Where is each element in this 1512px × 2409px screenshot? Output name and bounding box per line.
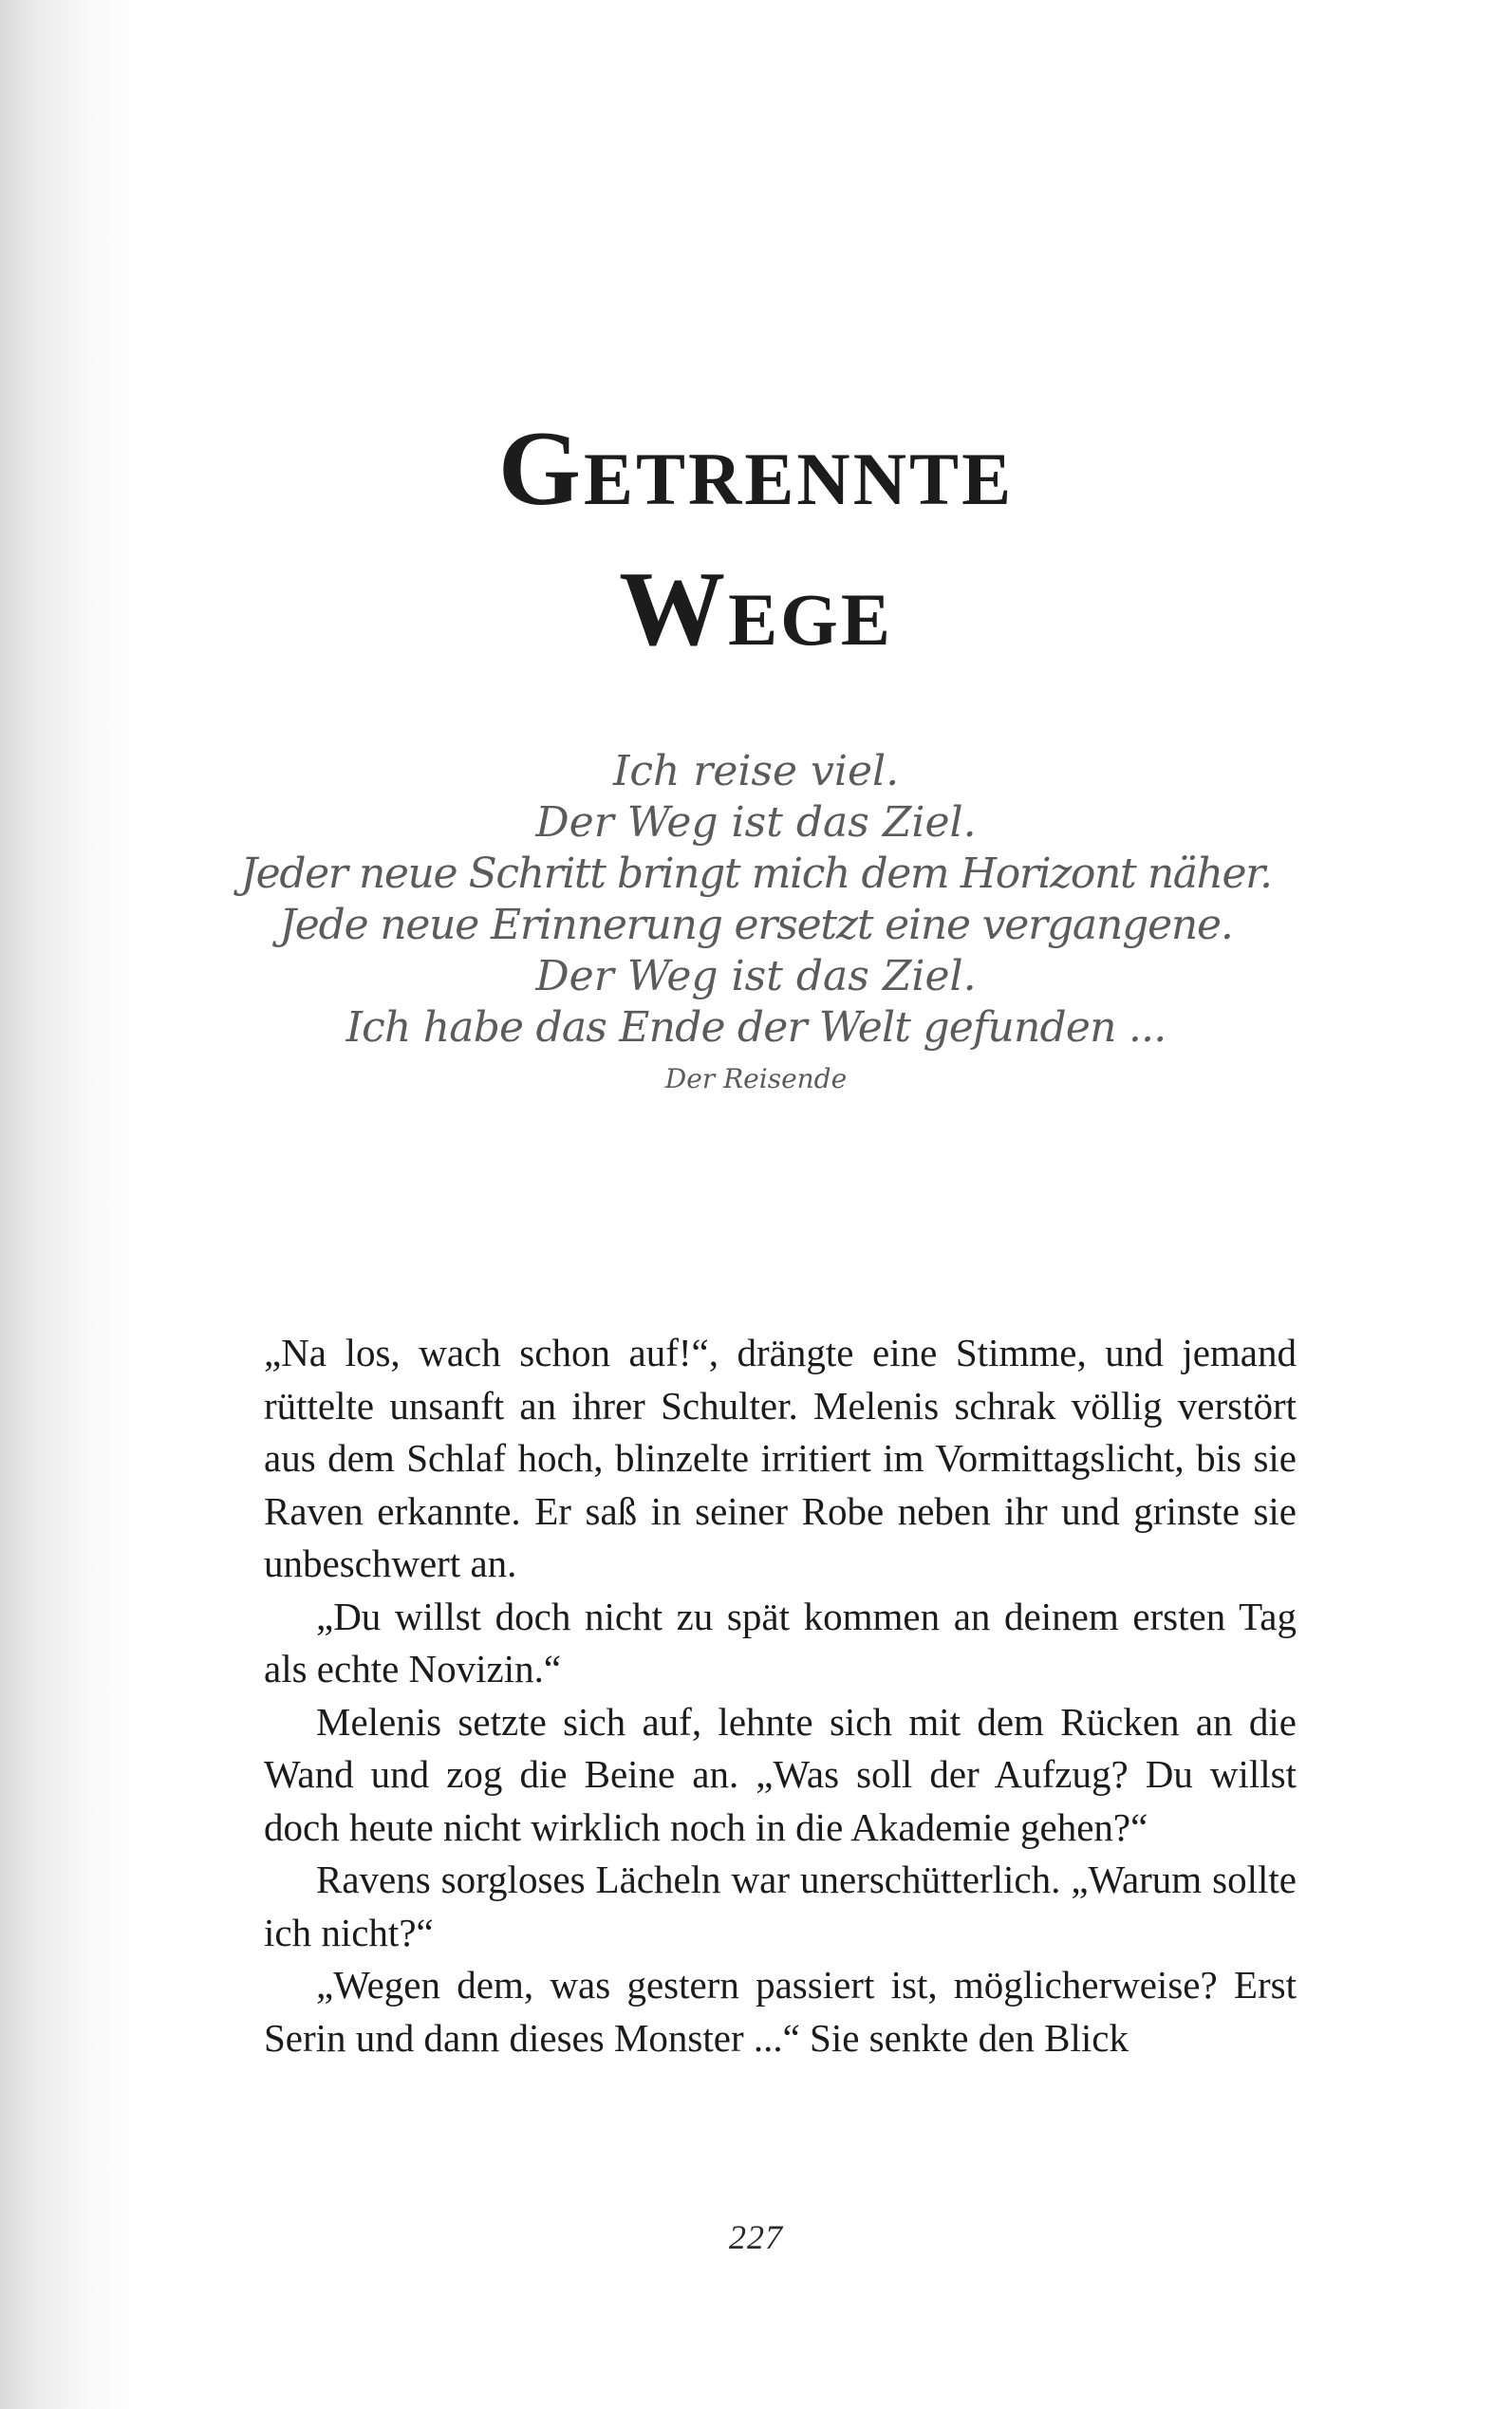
epigraph-line: Der Weg ist das Ziel. [535, 952, 977, 1000]
epigraph-line: Ich reise viel. [612, 747, 900, 795]
epigraph-source: Der Reisende [664, 1063, 848, 1094]
chapter-title [0, 399, 1512, 680]
epigraph-line: Jede neue Erinnerung ersetzt eine vergangene. [279, 901, 1233, 949]
page-number: 227 [729, 2218, 783, 2256]
epigraph [0, 746, 1512, 1101]
paragraph: Ravens sorgloses Lächeln war unerschütterlich. „Warum sollte ich nicht?“ [264, 1858, 1297, 1954]
paragraph: „Na los, wach schon auf!“, drängte eine Stimme, und jemand rüttelte unsanft an ihrer Schulter. Melenis schrak völlig verstört aus dem Schlaf hoch, blinzelte irritiert im Vormittagslicht, bis sie Raven erkannte. Er saß in seiner Robe neben ihr und grinste sie unbeschwert an. [264, 1331, 1297, 1585]
paragraph: Melenis setzte sich auf, lehnte sich mit dem Rücken an die Wand und zog die Beine an. „Was soll der Aufzug? Du willst doch heute nicht wirklich noch in die Akademie gehen?“ [264, 1699, 1297, 1849]
epigraph-line: Ich habe das Ende der Welt gefunden ... [345, 1003, 1167, 1052]
chapter-title-line-1: Getrennte [497, 410, 1015, 528]
epigraph-line: Jeder neue Schritt bringt mich dem Horizont näher. [240, 850, 1272, 898]
paragraph: „Wegen dem, was gestern passiert ist, möglicherweise? Erst Serin und dann dieses Monster ...“ Sie senkte den Blick [264, 1963, 1297, 2060]
chapter-title-line-2: Wege [619, 551, 893, 668]
epigraph-line: Der Weg ist das Ziel. [535, 798, 977, 847]
paragraph: „Du willst doch nicht zu spät kommen an deinem ersten Tag als echte Novizin.“ [264, 1594, 1297, 1690]
body-text [264, 1327, 1297, 2064]
